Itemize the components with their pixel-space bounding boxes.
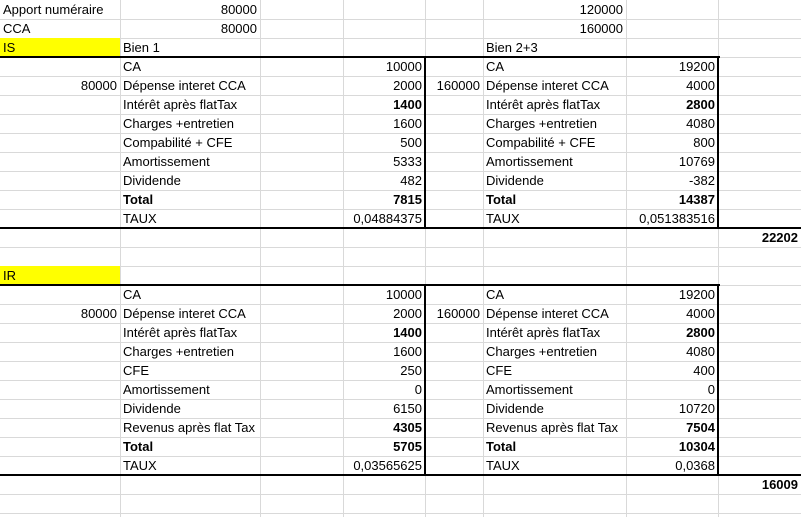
header-right-value-cell[interactable]: 120000 bbox=[579, 2, 623, 17]
is-section-label[interactable]: IS bbox=[3, 40, 16, 55]
ir-row-left-value[interactable]: 6150 bbox=[393, 401, 422, 416]
is-row-label[interactable]: Amortissement bbox=[123, 154, 210, 169]
ir-row-right-label[interactable]: Charges +entretien bbox=[486, 344, 597, 359]
is-row-label[interactable]: TAUX bbox=[123, 211, 157, 226]
is-row-left-value[interactable]: 2000 bbox=[393, 78, 422, 93]
is-left-title[interactable]: Bien 1 bbox=[123, 40, 160, 55]
ir-row-right-value[interactable]: 7504 bbox=[686, 420, 715, 435]
ir-row-left-value[interactable]: 1400 bbox=[393, 325, 422, 340]
ir-row-left-value[interactable]: 10000 bbox=[385, 287, 422, 302]
ir-row-right-value[interactable]: 10304 bbox=[678, 439, 715, 454]
is-row-left-value[interactable]: 10000 bbox=[385, 59, 422, 74]
ir-left-apport[interactable]: 80000 bbox=[80, 306, 117, 321]
is-row-right-label[interactable]: Dividende bbox=[486, 173, 544, 188]
ir-row-left-value[interactable]: 2000 bbox=[393, 306, 422, 321]
ir-row-right-value[interactable]: 2800 bbox=[686, 325, 715, 340]
is-row-right-label[interactable]: Total bbox=[486, 192, 517, 207]
is-left-apport[interactable]: 80000 bbox=[80, 78, 117, 93]
ir-row-label[interactable]: Amortissement bbox=[123, 382, 210, 397]
ir-row-right-label[interactable]: Total bbox=[486, 439, 517, 454]
ir-row-label[interactable]: Total bbox=[123, 439, 154, 454]
is-row-right-value[interactable]: -382 bbox=[688, 173, 715, 188]
is-row-left-value[interactable]: 5333 bbox=[393, 154, 422, 169]
ir-row-left-value[interactable]: 0 bbox=[414, 382, 422, 397]
ir-block-right-border bbox=[717, 285, 719, 475]
is-row-left-value[interactable]: 500 bbox=[400, 135, 422, 150]
ir-row-right-value[interactable]: 400 bbox=[693, 363, 715, 378]
header-left-value-cell[interactable]: 80000 bbox=[220, 21, 257, 36]
ir-row-right-value[interactable]: 0,0368 bbox=[675, 458, 715, 473]
is-row-label[interactable]: Dépense interet CCA bbox=[123, 78, 246, 93]
ir-row-label[interactable]: Charges +entretien bbox=[123, 344, 234, 359]
is-block-bottom-border bbox=[0, 227, 801, 229]
ir-row-right-label[interactable]: Dividende bbox=[486, 401, 544, 416]
ir-row-label[interactable]: Dépense interet CCA bbox=[123, 306, 246, 321]
is-block-middle-border bbox=[424, 57, 426, 228]
ir-row-right-label[interactable]: Revenus après flat Tax bbox=[486, 420, 618, 435]
ir-row-label[interactable]: Intérêt après flatTax bbox=[123, 325, 238, 340]
header-label-cell[interactable]: CCA bbox=[3, 21, 31, 36]
ir-row-right-value[interactable]: 4000 bbox=[686, 306, 715, 321]
ir-row-right-value[interactable]: 19200 bbox=[678, 287, 715, 302]
ir-block-bottom-border bbox=[0, 474, 801, 476]
is-row-right-value[interactable]: 2800 bbox=[686, 97, 715, 112]
ir-row-left-value[interactable]: 5705 bbox=[393, 439, 422, 454]
is-row-left-value[interactable]: 1600 bbox=[393, 116, 422, 131]
ir-row-label[interactable]: CA bbox=[123, 287, 142, 302]
is-row-right-label[interactable]: Dépense interet CCA bbox=[486, 78, 609, 93]
ir-row-right-value[interactable]: 10720 bbox=[678, 401, 715, 416]
ir-row-left-value[interactable]: 0,03565625 bbox=[353, 458, 422, 473]
ir-right-apport[interactable]: 160000 bbox=[436, 306, 480, 321]
header-label-cell[interactable]: Apport numéraire bbox=[3, 2, 104, 17]
is-row-left-value[interactable]: 7815 bbox=[393, 192, 422, 207]
is-row-right-value[interactable]: 4080 bbox=[686, 116, 715, 131]
is-row-right-label[interactable]: Amortissement bbox=[486, 154, 573, 169]
is-block-top-border bbox=[0, 56, 720, 58]
is-row-left-value[interactable]: 482 bbox=[400, 173, 422, 188]
is-grand-total[interactable]: 22202 bbox=[761, 230, 798, 245]
ir-row-right-value[interactable]: 4080 bbox=[686, 344, 715, 359]
is-block-right-border bbox=[717, 57, 719, 228]
ir-row-left-value[interactable]: 1600 bbox=[393, 344, 422, 359]
is-row-right-label[interactable]: Intérêt après flatTax bbox=[486, 97, 601, 112]
is-row-label[interactable]: Compabilité + CFE bbox=[123, 135, 233, 150]
is-row-right-value[interactable]: 800 bbox=[693, 135, 715, 150]
is-row-label[interactable]: Intérêt après flatTax bbox=[123, 97, 238, 112]
is-row-left-value[interactable]: 0,04884375 bbox=[353, 211, 422, 226]
ir-row-label[interactable]: Dividende bbox=[123, 401, 181, 416]
is-right-apport[interactable]: 160000 bbox=[436, 78, 480, 93]
is-row-right-value[interactable]: 0,051383516 bbox=[639, 211, 715, 226]
header-left-value-cell[interactable]: 80000 bbox=[220, 2, 257, 17]
is-row-right-value[interactable]: 4000 bbox=[686, 78, 715, 93]
is-row-label[interactable]: CA bbox=[123, 59, 142, 74]
is-row-label[interactable]: Dividende bbox=[123, 173, 181, 188]
is-row-right-value[interactable]: 10769 bbox=[678, 154, 715, 169]
ir-row-right-label[interactable]: CFE bbox=[486, 363, 512, 378]
is-row-right-label[interactable]: Charges +entretien bbox=[486, 116, 597, 131]
ir-row-right-label[interactable]: Dépense interet CCA bbox=[486, 306, 609, 321]
ir-section-label[interactable]: IR bbox=[3, 268, 16, 283]
ir-row-right-label[interactable]: TAUX bbox=[486, 458, 520, 473]
is-row-right-label[interactable]: Compabilité + CFE bbox=[486, 135, 596, 150]
is-row-right-value[interactable]: 14387 bbox=[678, 192, 715, 207]
ir-grand-total[interactable]: 16009 bbox=[761, 477, 798, 492]
ir-block-top-border bbox=[0, 284, 720, 286]
ir-row-right-label[interactable]: Intérêt après flatTax bbox=[486, 325, 601, 340]
is-right-title[interactable]: Bien 2+3 bbox=[486, 40, 538, 55]
ir-row-left-value[interactable]: 250 bbox=[400, 363, 422, 378]
is-row-right-value[interactable]: 19200 bbox=[678, 59, 715, 74]
ir-block-middle-border bbox=[424, 285, 426, 475]
is-row-right-label[interactable]: TAUX bbox=[486, 211, 520, 226]
ir-row-label[interactable]: TAUX bbox=[123, 458, 157, 473]
ir-row-right-value[interactable]: 0 bbox=[707, 382, 715, 397]
ir-row-right-label[interactable]: CA bbox=[486, 287, 505, 302]
header-right-value-cell[interactable]: 160000 bbox=[579, 21, 623, 36]
ir-row-right-label[interactable]: Amortissement bbox=[486, 382, 573, 397]
is-row-label[interactable]: Charges +entretien bbox=[123, 116, 234, 131]
is-row-right-label[interactable]: CA bbox=[486, 59, 505, 74]
ir-row-label[interactable]: CFE bbox=[123, 363, 149, 378]
is-row-left-value[interactable]: 1400 bbox=[393, 97, 422, 112]
ir-row-left-value[interactable]: 4305 bbox=[393, 420, 422, 435]
ir-row-label[interactable]: Revenus après flat Tax bbox=[123, 420, 255, 435]
is-row-label[interactable]: Total bbox=[123, 192, 154, 207]
